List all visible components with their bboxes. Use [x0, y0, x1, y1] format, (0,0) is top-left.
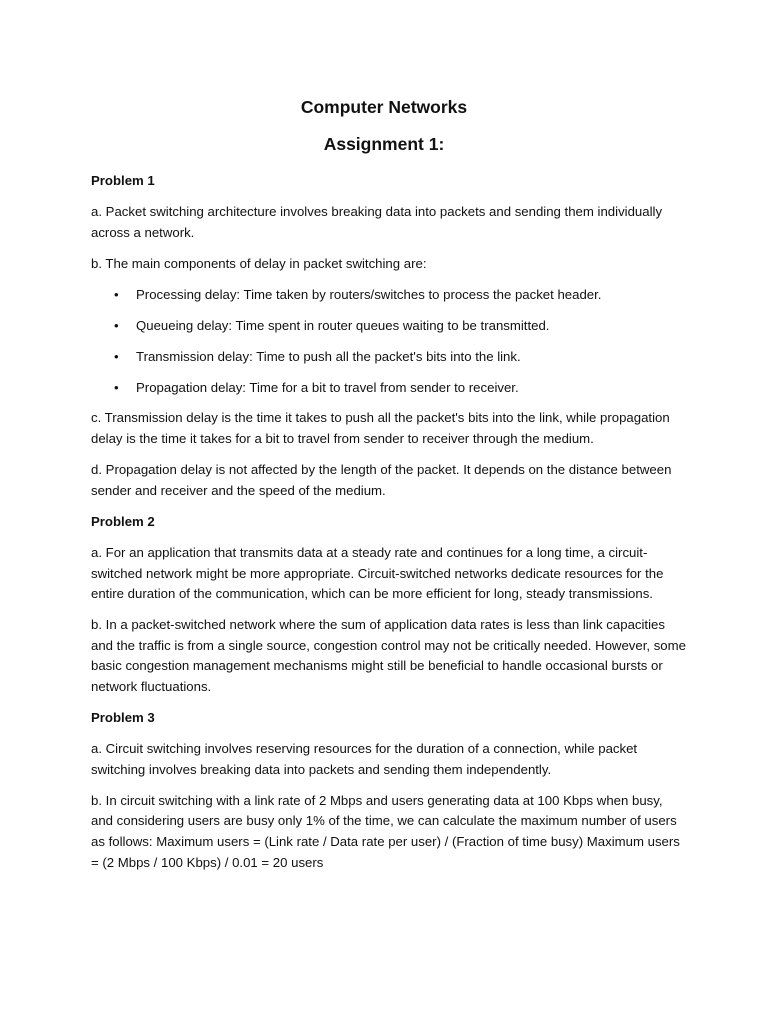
problem-3-heading: Problem 3 [91, 710, 155, 726]
problem-3-section [91, 708, 686, 873]
problem-1-part-a: a. Packet switching architecture involves breaking data into packets and sending them individually across a network. [91, 204, 663, 240]
list-item-text: Propagation delay: Time for a bit to travel from sender to receiver. [136, 379, 519, 395]
list-item-text: Queueing delay: Time spent in router queues waiting to be transmitted. [136, 317, 550, 333]
problem-2-part-a: a. For an application that transmits data at a steady rate and continues for a long time, a circuit-switched network might be more appropriate. Circuit-switched networks dedicate resources for the entire duration of the communication, which can be more efficient for long, steady transmissions. [91, 544, 664, 602]
problem-3-part-a: a. Circuit switching involves reserving resources for the duration of a connection, while packet switching involves breaking data into packets and sending them independently. [91, 741, 638, 777]
document-body [91, 171, 686, 884]
bullet-icon: • [114, 379, 119, 395]
bullet-icon: • [114, 286, 119, 302]
problem-1-part-b-intro: b. The main components of delay in packet switching are: [91, 255, 427, 271]
document-subtitle: Assignment 1: [323, 134, 445, 154]
list-item [91, 378, 686, 399]
problem-3-part-b: b. In circuit switching with a link rate of 2 Mbps and users generating data at 100 Kbps when busy, and considering users are busy only 1% of the time, we can calculate the maximum number of users as follows: Maximum users = (Link rate / Data rate per user) / (Fraction of time busy) Maximum users = (2 Mbps / 100 Kbps) / 0.01 = 20 users [91, 792, 680, 870]
list-item [91, 285, 686, 306]
list-item [91, 347, 686, 368]
bullet-icon: • [114, 317, 119, 333]
document-title: Computer Networks [300, 97, 468, 117]
problem-1-part-d: d. Propagation delay is not affected by the length of the packet. It depends on the distance between sender and receiver and the speed of the medium. [91, 462, 672, 498]
problem-2-part-b: b. In a packet-switched network where the sum of application data rates is less than link capacities and the traffic is from a single source, congestion control may not be critically needed. However, some basic congestion management mechanisms might still be beneficial to handle occasional bursts or network fluctuations. [91, 617, 686, 694]
problem-1-section [91, 171, 686, 501]
list-item [91, 316, 686, 337]
bullet-icon: • [114, 348, 119, 364]
problem-1-heading: Problem 1 [91, 173, 155, 188]
problem-2-section [91, 512, 686, 698]
delay-components-list [91, 285, 686, 398]
list-item-text: Transmission delay: Time to push all the packet's bits into the link. [136, 348, 521, 364]
problem-1-part-c: c. Transmission delay is the time it takes to push all the packet's bits into the link, while propagation delay is the time it takes for a bit to travel from sender to receiver through the medium. [91, 410, 670, 447]
problem-2-heading: Problem 2 [91, 513, 155, 529]
list-item-text: Processing delay: Time taken by routers/switches to process the packet header. [136, 286, 602, 302]
